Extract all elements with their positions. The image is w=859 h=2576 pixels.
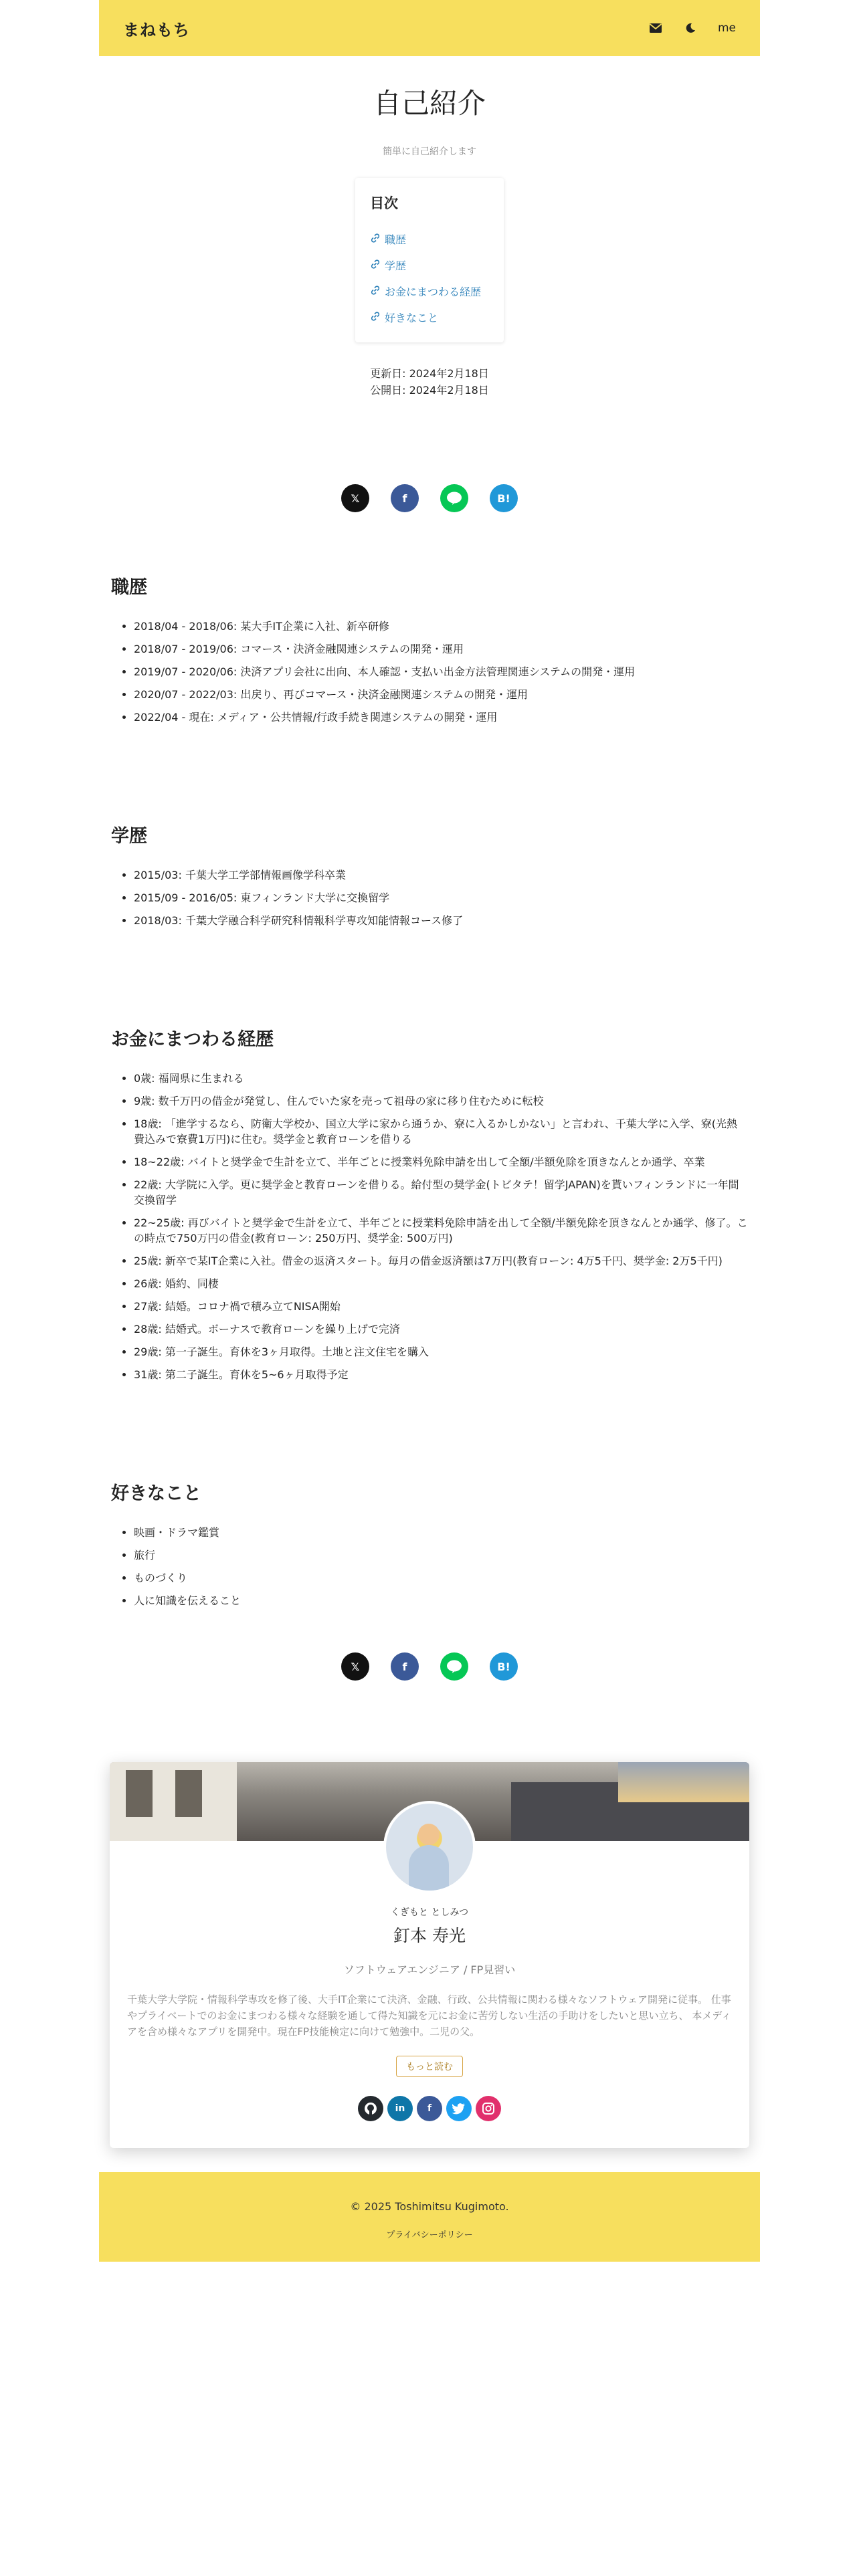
section-title: 好きなこと	[111, 1483, 201, 1504]
page-subtitle: 簡単に自己紹介します	[383, 146, 476, 157]
link-icon	[370, 233, 381, 246]
career-list	[111, 619, 748, 725]
list-item: • 27歳: 結婚。コロナ禍で積み立てNISA開始	[134, 1299, 748, 1314]
profile-card	[110, 1762, 749, 2148]
share-line-button[interactable]	[440, 1652, 468, 1681]
twitter-icon[interactable]	[446, 2096, 472, 2121]
read-more-button[interactable]: もっと読む	[396, 2056, 463, 2077]
toc-item-likes[interactable]	[370, 310, 489, 325]
education-list	[111, 867, 748, 928]
list-item: • 旅行	[134, 1547, 748, 1563]
link-icon	[370, 311, 381, 324]
section-education	[99, 821, 760, 928]
list-item: • 22歳: 大学院に入学。更に奨学金と教育ローンを借りる。給付型の奨学金(トビタテ！留学JAPAN)を貰いフィンランドに一年間交換留学	[134, 1177, 748, 1208]
list-item: • 0歳: 福岡県に生まれる	[134, 1071, 748, 1086]
list-item: • 22~25歳: 再びバイトと奨学金で生計を立て、半年ごとに授業料免除申請を出して全額/半額免除を頂きなんとか通学、修了。この時点で750万円の借金(教育ローン: 250万円、奨学金: 500万円)	[134, 1215, 748, 1246]
github-icon[interactable]	[358, 2096, 383, 2121]
page-title: 自己紹介	[373, 87, 486, 120]
share-buttons-bottom	[99, 1652, 760, 1681]
line-icon	[446, 491, 462, 506]
list-item: • 2019/07 - 2020/06: 決済アプリ会社に出向、本人確認・支払い出金方法管理関連システムの開発・運用	[134, 664, 748, 679]
toc-item-career[interactable]	[370, 231, 489, 247]
instagram-icon[interactable]	[476, 2096, 501, 2121]
list-item: • 2020/07 - 2022/03: 出戻り、再びコマース・決済金融関連システムの開発・運用	[134, 687, 748, 702]
list-item: • 2015/09 - 2016/05: 東フィンランド大学に交換留学	[134, 890, 748, 905]
share-buttons-top	[99, 484, 760, 512]
money-list	[111, 1071, 748, 1382]
toc-item-label: 学歴	[385, 259, 407, 272]
profile-social-links	[110, 2096, 749, 2148]
line-icon	[446, 1659, 462, 1674]
section-likes	[99, 1479, 760, 1608]
page-wrapper	[99, 0, 760, 2262]
list-item: • 18~22歳: バイトと奨学金で生計を立て、半年ごとに授業料免除申請を出して全額/半額免除を頂きなんとか通学、卒業	[134, 1154, 748, 1170]
profile-bio: 千葉大学大学院・情報科学専攻を修了後、大手IT企業にて決済、金融、行政、公共情報に関わる様々なソフトウェア開発に従事。 仕事やプライベートでのお金にまつわる様々な経験を通して得た知識を元にお金に苦労しない生活の手助けをしたいと思い立ち、 本メディアを含め様々なアプリを開発中。現在FP技能検定に向けて勉強中。二児の父。	[127, 1994, 732, 2038]
share-facebook-button[interactable]: f	[391, 484, 419, 512]
section-title: お金にまつわる経歴	[111, 1029, 274, 1050]
copyright-text: © 2025 Toshimitsu Kugimoto.	[350, 2200, 509, 2213]
profile-name: 釘本 寿光	[393, 1926, 466, 1945]
list-item: • 28歳: 結婚式。ボーナスで教育ローンを繰り上げで完済	[134, 1321, 748, 1337]
moon-icon[interactable]	[683, 21, 698, 35]
share-line-button[interactable]	[440, 484, 468, 512]
list-item: • 29歳: 第一子誕生。育休を3ヶ月取得。土地と注文住宅を購入	[134, 1344, 748, 1360]
list-item: • 2018/03: 千葉大学融合科学研究科情報科学専攻知能情報コース修了	[134, 913, 748, 928]
toc-item-label: お金にまつわる経歴	[385, 286, 482, 298]
section-career	[99, 572, 760, 725]
list-item: • 2018/04 - 2018/06: 某大手IT企業に入社、新卒研修	[134, 619, 748, 634]
toc-item-money[interactable]	[370, 284, 489, 299]
toc-title: 目次	[370, 195, 398, 211]
toc-item-label: 職歴	[385, 233, 407, 246]
profile-name-kana: くぎもと としみつ	[390, 1907, 469, 1918]
site-brand[interactable]: まねもち	[123, 20, 190, 39]
section-title: 職歴	[111, 577, 147, 598]
share-facebook-button[interactable]: f	[391, 1652, 419, 1681]
me-link[interactable]: me	[717, 21, 736, 35]
link-icon	[370, 285, 381, 298]
list-item: • 人に知識を伝えること	[134, 1593, 748, 1608]
section-title: 学歴	[111, 826, 147, 847]
list-item: • 26歳: 婚約、同棲	[134, 1276, 748, 1291]
list-item: • 2022/04 - 現在: メディア・公共情報/行政手続き関連システムの開発・運用	[134, 710, 748, 725]
list-item: • 9歳: 数千万円の借金が発覚し、住んでいた家を売って祖母の家に移り住むために転校	[134, 1093, 748, 1109]
read-more-wrap	[110, 2056, 749, 2077]
list-item: • ものづくり	[134, 1570, 748, 1586]
share-x-button[interactable]: 𝕏	[341, 1652, 369, 1681]
mail-icon[interactable]	[648, 21, 663, 35]
header-actions	[648, 21, 736, 35]
toc-item-education[interactable]	[370, 257, 489, 273]
list-item: • 映画・ドラマ鑑賞	[134, 1525, 748, 1540]
page-dates	[99, 365, 760, 399]
share-hatena-button[interactable]: B!	[490, 1652, 518, 1681]
share-x-button[interactable]: 𝕏	[341, 484, 369, 512]
list-item: • 2018/07 - 2019/06: コマース・決済金融関連システムの開発・運用	[134, 641, 748, 657]
list-item: • 18歳: 「進学するなら、防衛大学校か、国立大学に家から通うか、寮に入るかしかない」と言われ、千葉大学に入学、寮(光熱費込みで寮費1万円)に住む。奨学金と教育ローンを借りる	[134, 1116, 748, 1147]
profile-role: ソフトウェアエンジニア / FP見習い	[343, 1963, 516, 1976]
list-item: • 25歳: 新卒で某IT企業に入社。借金の返済スタート。毎月の借金返済額は7万円(教育ローン: 4万5千円、奨学金: 2万5千円)	[134, 1253, 748, 1269]
updated-date: 更新日: 2024年2月18日	[370, 367, 489, 380]
section-money	[99, 1025, 760, 1382]
site-footer	[99, 2172, 760, 2262]
link-icon	[370, 259, 381, 272]
likes-list	[111, 1525, 748, 1608]
list-item: • 31歳: 第二子誕生。育休を5~6ヶ月取得予定	[134, 1367, 748, 1382]
toc-item-label: 好きなこと	[385, 312, 439, 324]
facebook-icon[interactable]: f	[417, 2096, 442, 2121]
linkedin-icon[interactable]: in	[387, 2096, 413, 2121]
site-header	[99, 0, 760, 56]
list-item: • 2015/03: 千葉大学工学部情報画像学科卒業	[134, 867, 748, 883]
published-date: 公開日: 2024年2月18日	[370, 384, 489, 397]
privacy-policy-link[interactable]: プライバシーポリシー	[386, 2230, 473, 2240]
share-hatena-button[interactable]: B!	[490, 484, 518, 512]
avatar	[383, 1801, 476, 1893]
table-of-contents	[355, 178, 504, 342]
